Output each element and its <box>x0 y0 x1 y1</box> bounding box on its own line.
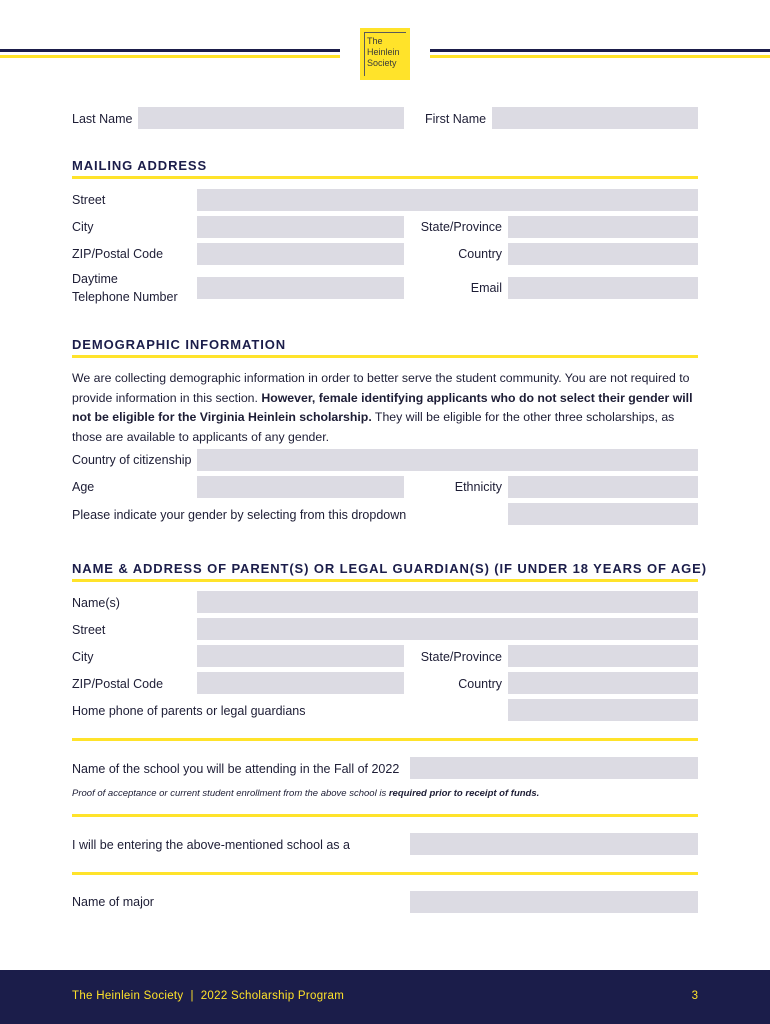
proof-note-bold: required prior to receipt of funds. <box>388 788 540 799</box>
citizenship-field[interactable] <box>197 449 698 471</box>
country-field[interactable] <box>508 243 698 265</box>
gender-dropdown[interactable] <box>508 503 698 525</box>
state-province-field[interactable] <box>508 216 698 238</box>
last-name-field[interactable] <box>138 107 404 129</box>
daytime-phone-label-line2: Telephone Number <box>72 290 178 304</box>
demographic-title: DEMOGRAPHIC INFORMATION <box>72 337 287 352</box>
street-field[interactable] <box>197 189 698 211</box>
guardian-home-phone-field[interactable] <box>508 699 698 721</box>
guardian-rule <box>72 579 698 582</box>
zip-label: ZIP/Postal Code <box>72 247 164 261</box>
guardian-names-field[interactable] <box>197 591 698 613</box>
major-label: Name of major <box>72 895 154 909</box>
guardian-home-phone-label: Home phone of parents or legal guardians <box>72 704 306 718</box>
demographic-rule <box>72 355 698 358</box>
demographic-intro-part1: We are collecting demographic information in order to better serve the student community. You are not required to provide information in this section. <box>72 371 690 405</box>
page-footer <box>0 970 770 1024</box>
logo-line-2: Heinlein <box>367 47 400 57</box>
demographic-intro-part2: They will be eligible for the other three scholarships, as those are available to applicants of any gender. <box>72 410 675 444</box>
header-stripe-yellow-left <box>0 55 340 58</box>
guardian-zip-field[interactable] <box>197 672 404 694</box>
email-field[interactable] <box>508 277 698 299</box>
entering-as-dropdown[interactable] <box>410 833 698 855</box>
guardian-names-label: Name(s) <box>72 596 120 610</box>
guardian-title: NAME & ADDRESS OF PARENT(S) OR LEGAL GUARDIAN(S) (IF UNDER 18 YEARS OF AGE) <box>72 561 707 576</box>
last-name-label: Last Name <box>72 112 133 126</box>
country-label: Country <box>458 247 502 261</box>
proof-note-part1: Proof of acceptance or current student enrollment from the above school is <box>72 788 389 799</box>
zip-field[interactable] <box>197 243 404 265</box>
ethnicity-label: Ethnicity <box>454 480 502 494</box>
proof-of-acceptance-note <box>72 788 539 799</box>
entering-as-label: I will be entering the above-mentioned school as a <box>72 838 350 852</box>
daytime-phone-label-line1: Daytime <box>72 272 118 286</box>
age-label: Age <box>72 480 95 494</box>
guardian-zip-label: ZIP/Postal Code <box>72 677 164 691</box>
guardian-country-label: Country <box>458 677 502 691</box>
first-name-field[interactable] <box>492 107 698 129</box>
daytime-phone-field[interactable] <box>197 277 404 299</box>
major-field[interactable] <box>410 891 698 913</box>
ethnicity-field[interactable] <box>508 476 698 498</box>
gender-label: Please indicate your gender by selecting from this dropdown <box>72 508 407 522</box>
school-name-field[interactable] <box>410 757 698 779</box>
school-name-label: Name of the school you will be attending in the Fall of 2022 <box>72 762 400 776</box>
city-field[interactable] <box>197 216 404 238</box>
guardian-state-label: State/Province <box>420 650 502 664</box>
guardian-street-field[interactable] <box>197 618 698 640</box>
guardian-city-field[interactable] <box>197 645 404 667</box>
heinlein-society-logo <box>360 28 410 80</box>
header-stripe-navy-right <box>430 49 770 52</box>
header-stripe-navy-left <box>0 49 340 52</box>
city-label: City <box>72 220 94 234</box>
guardian-street-label: Street <box>72 623 106 637</box>
page-number: 3 <box>691 990 698 1002</box>
state-province-label: State/Province <box>420 220 502 234</box>
guardian-state-field[interactable] <box>508 645 698 667</box>
email-label: Email <box>470 281 502 295</box>
age-field[interactable] <box>197 476 404 498</box>
mailing-address-title: MAILING ADDRESS <box>72 158 208 173</box>
daytime-phone-label <box>72 270 178 306</box>
mailing-address-rule <box>72 176 698 179</box>
logo-line-3: Society <box>367 58 397 68</box>
logo-line-1: The <box>367 36 383 46</box>
street-label: Street <box>72 193 106 207</box>
footer-title: The Heinlein Society | 2022 Scholarship Program <box>72 990 345 1002</box>
major-rule <box>72 872 698 875</box>
demographic-intro <box>72 369 700 447</box>
header-stripe-yellow-right <box>430 55 770 58</box>
guardian-city-label: City <box>72 650 94 664</box>
first-name-label: First Name <box>425 112 487 126</box>
demographic-intro-bold: However, female identifying applicants who do not select their gender will not be eligible for the Virginia Heinlein scholarship. <box>72 390 693 424</box>
guardian-country-field[interactable] <box>508 672 698 694</box>
entering-rule <box>72 814 698 817</box>
school-rule <box>72 738 698 741</box>
citizenship-label: Country of citizenship <box>72 453 192 467</box>
